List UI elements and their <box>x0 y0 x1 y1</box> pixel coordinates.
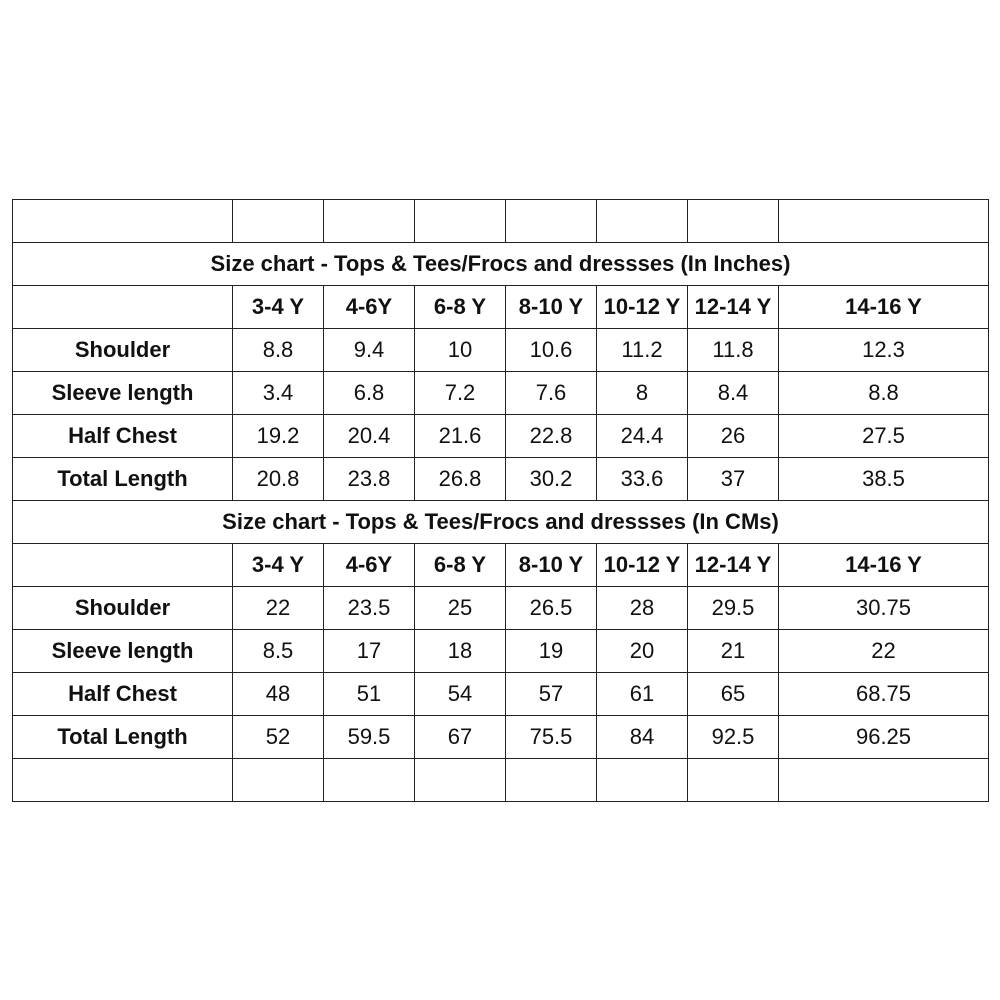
measurement-cell: 8.5 <box>233 630 324 673</box>
measurement-cell: 9.4 <box>324 329 415 372</box>
size-header: 12-14 Y <box>688 544 779 587</box>
row-label: Sleeve length <box>13 630 233 673</box>
measurement-cell: 57 <box>506 673 597 716</box>
empty-cell <box>233 759 324 802</box>
table-row <box>13 372 989 415</box>
measurement-cell: 8.4 <box>688 372 779 415</box>
measurement-cell: 10.6 <box>506 329 597 372</box>
table-row <box>13 673 989 716</box>
row-label: Half Chest <box>13 673 233 716</box>
empty-cell <box>415 200 506 243</box>
measurement-cell: 67 <box>415 716 506 759</box>
measurement-cell: 59.5 <box>324 716 415 759</box>
measurement-cell: 10 <box>415 329 506 372</box>
measurement-cell: 20.8 <box>233 458 324 501</box>
measurement-cell: 27.5 <box>779 415 989 458</box>
empty-cell <box>779 759 989 802</box>
size-header: 10-12 Y <box>597 544 688 587</box>
empty-cell <box>506 759 597 802</box>
size-header-row <box>13 286 989 329</box>
row-label: Half Chest <box>13 415 233 458</box>
measurement-cell: 96.25 <box>779 716 989 759</box>
measurement-cell: 30.75 <box>779 587 989 630</box>
section-title: Size chart - Tops & Tees/Frocs and dressses (In Inches) <box>13 243 989 286</box>
measurement-cell: 11.8 <box>688 329 779 372</box>
row-label: Shoulder <box>13 329 233 372</box>
measurement-cell: 52 <box>233 716 324 759</box>
row-label: Sleeve length <box>13 372 233 415</box>
measurement-cell: 51 <box>324 673 415 716</box>
measurement-cell: 68.75 <box>779 673 989 716</box>
measurement-cell: 54 <box>415 673 506 716</box>
measurement-cell: 25 <box>415 587 506 630</box>
size-header: 8-10 Y <box>506 544 597 587</box>
empty-cell <box>597 200 688 243</box>
measurement-cell: 8.8 <box>233 329 324 372</box>
size-chart-body <box>13 200 989 802</box>
empty-cell <box>415 759 506 802</box>
size-header-row <box>13 544 989 587</box>
size-header: 6-8 Y <box>415 544 506 587</box>
measurement-cell: 12.3 <box>779 329 989 372</box>
size-header: 14-16 Y <box>779 286 989 329</box>
section-title-row <box>13 243 989 286</box>
measurement-cell: 92.5 <box>688 716 779 759</box>
size-header: 4-6Y <box>324 544 415 587</box>
measurement-cell: 29.5 <box>688 587 779 630</box>
measurement-cell: 48 <box>233 673 324 716</box>
empty-bottom-row <box>13 759 989 802</box>
measurement-cell: 75.5 <box>506 716 597 759</box>
measurement-cell: 22 <box>233 587 324 630</box>
measurement-cell: 21 <box>688 630 779 673</box>
measurement-cell: 26.8 <box>415 458 506 501</box>
measurement-cell: 26.5 <box>506 587 597 630</box>
empty-cell <box>324 200 415 243</box>
measurement-cell: 20 <box>597 630 688 673</box>
measurement-cell: 23.8 <box>324 458 415 501</box>
measurement-cell: 8.8 <box>779 372 989 415</box>
measurement-cell: 7.2 <box>415 372 506 415</box>
size-header: 3-4 Y <box>233 544 324 587</box>
empty-cell <box>13 759 233 802</box>
measurement-cell: 3.4 <box>233 372 324 415</box>
header-corner-cell <box>13 286 233 329</box>
empty-cell <box>688 759 779 802</box>
measurement-cell: 24.4 <box>597 415 688 458</box>
empty-cell <box>506 200 597 243</box>
section-title: Size chart - Tops & Tees/Frocs and dressses (In CMs) <box>13 501 989 544</box>
measurement-cell: 26 <box>688 415 779 458</box>
measurement-cell: 84 <box>597 716 688 759</box>
measurement-cell: 7.6 <box>506 372 597 415</box>
measurement-cell: 28 <box>597 587 688 630</box>
measurement-cell: 65 <box>688 673 779 716</box>
table-row <box>13 630 989 673</box>
size-header: 12-14 Y <box>688 286 779 329</box>
empty-cell <box>597 759 688 802</box>
measurement-cell: 8 <box>597 372 688 415</box>
header-corner-cell <box>13 544 233 587</box>
section-title-row <box>13 501 989 544</box>
empty-cell <box>233 200 324 243</box>
empty-cell <box>779 200 989 243</box>
measurement-cell: 22 <box>779 630 989 673</box>
table-row <box>13 716 989 759</box>
measurement-cell: 18 <box>415 630 506 673</box>
measurement-cell: 61 <box>597 673 688 716</box>
table-row <box>13 587 989 630</box>
empty-cell <box>688 200 779 243</box>
size-header: 3-4 Y <box>233 286 324 329</box>
measurement-cell: 33.6 <box>597 458 688 501</box>
measurement-cell: 22.8 <box>506 415 597 458</box>
size-header: 14-16 Y <box>779 544 989 587</box>
measurement-cell: 23.5 <box>324 587 415 630</box>
table-row <box>13 458 989 501</box>
measurement-cell: 19.2 <box>233 415 324 458</box>
empty-cell <box>13 200 233 243</box>
size-chart-table <box>12 199 989 802</box>
size-header: 6-8 Y <box>415 286 506 329</box>
measurement-cell: 19 <box>506 630 597 673</box>
measurement-cell: 30.2 <box>506 458 597 501</box>
empty-cell <box>324 759 415 802</box>
measurement-cell: 38.5 <box>779 458 989 501</box>
row-label: Total Length <box>13 458 233 501</box>
size-header: 10-12 Y <box>597 286 688 329</box>
measurement-cell: 11.2 <box>597 329 688 372</box>
row-label: Shoulder <box>13 587 233 630</box>
size-header: 4-6Y <box>324 286 415 329</box>
measurement-cell: 37 <box>688 458 779 501</box>
measurement-cell: 17 <box>324 630 415 673</box>
table-row <box>13 415 989 458</box>
size-header: 8-10 Y <box>506 286 597 329</box>
measurement-cell: 20.4 <box>324 415 415 458</box>
measurement-cell: 21.6 <box>415 415 506 458</box>
table-row <box>13 329 989 372</box>
empty-top-row <box>13 200 989 243</box>
row-label: Total Length <box>13 716 233 759</box>
measurement-cell: 6.8 <box>324 372 415 415</box>
